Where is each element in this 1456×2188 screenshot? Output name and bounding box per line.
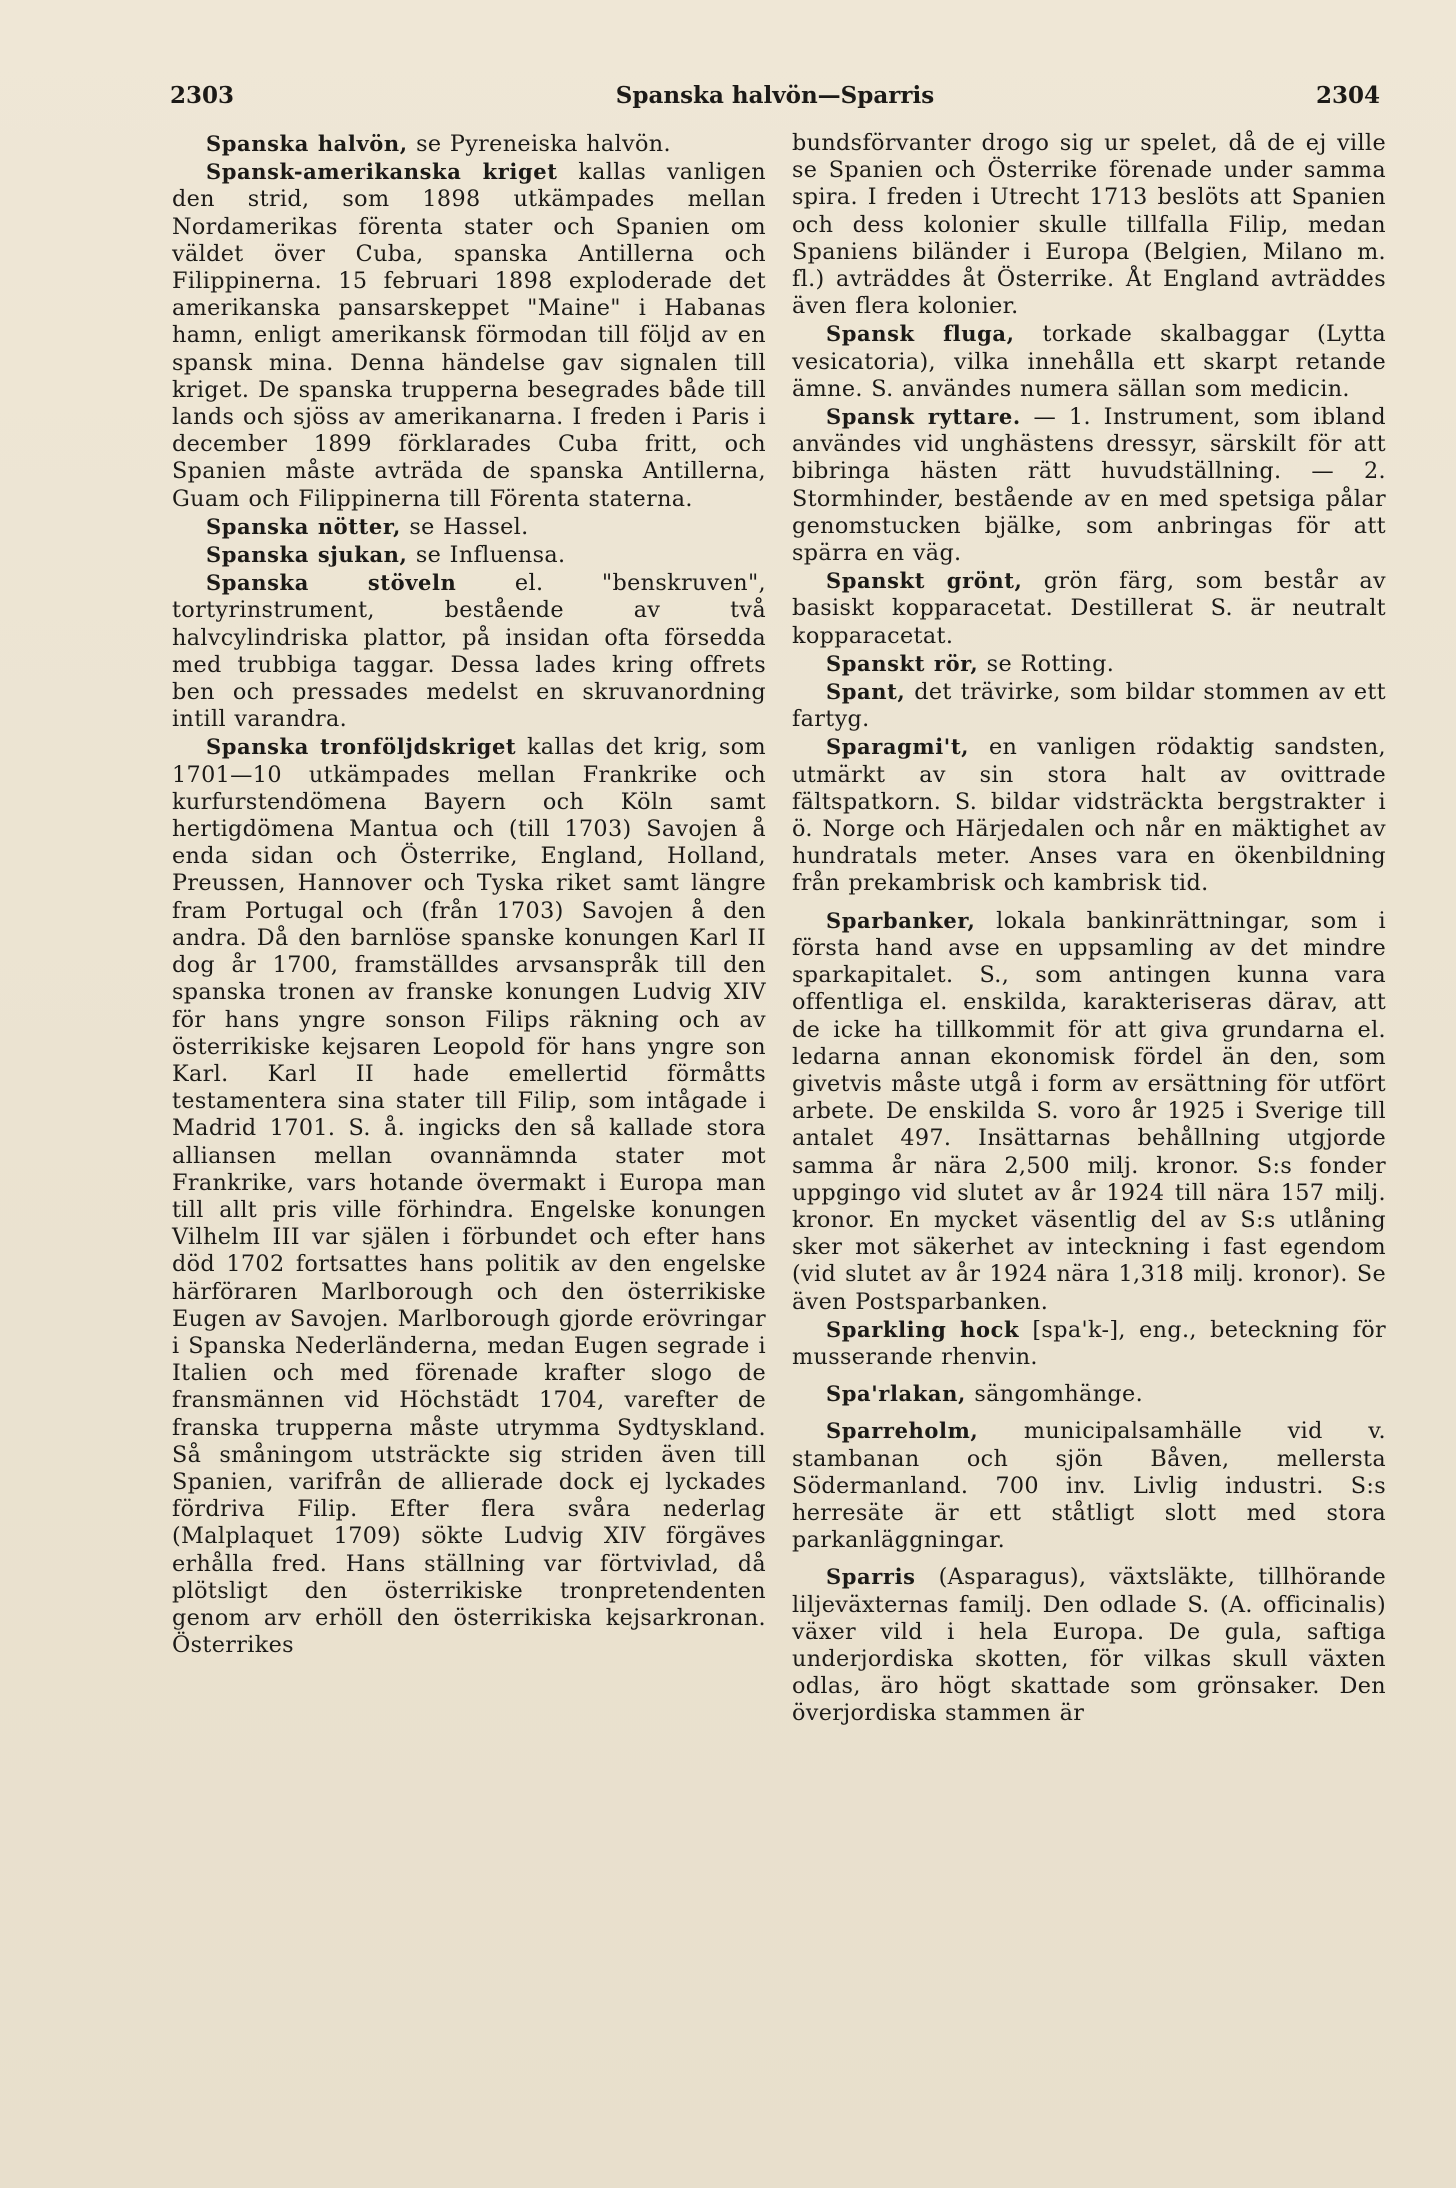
entry-text: se Influensa. <box>407 542 566 569</box>
entry-spanska-notter <box>172 513 766 541</box>
entry-sparkling-hock <box>792 1316 1386 1371</box>
entry-sparreholm <box>792 1417 1386 1554</box>
left-column <box>172 130 766 1659</box>
entry-text: el. "benskruven", tortyrinstrument, bestående av två halvcylindriska plattor, på insidan ofta försedda med trubbiga taggar. Dessa lades kring offrets ben och pressades medelst en skruvanordning intill varandra. <box>172 570 766 733</box>
entry-spanska-tronfoljdskriget <box>172 733 766 1659</box>
entry-text: torkade skalbaggar (Lytta vesicatoria), vilka innehålla ett skarpt retande ämne. S. användes numera sällan som medicin. <box>792 321 1386 402</box>
entry-headword: Spanskt rör, <box>826 650 979 676</box>
entry-spanska-halvon <box>172 130 766 158</box>
entry-headword: Spanska tronföljdskriget <box>206 734 517 760</box>
entry-spansk-ryttare <box>792 403 1386 567</box>
entry-continuation <box>792 130 1386 320</box>
page-number-right: 2304 <box>1315 82 1380 109</box>
entry-text: kallas det krig, som 1701—10 utkämpades mellan Frankrike och kurfurstendömena Bayern och Köln samt hertigdömena Mantua och (till 1703) Savojen å enda sidan och Österrike, England, Holland, Preussen, Hannover och Tyska riket samt längre fram Portugal och (från 1703) Savojen å den andra. Då den barnlöse spanske konungen Karl II dog år 1700, framställdes arvsanspråk till den spanska tronen av franske konungen Ludvig XIV för hans yngre sonson Filips räkning och av österrikiske kejsaren Leopold för hans yngre son Karl. Karl II hade emellertid förmåtts testamentera sina stater till Filip, som intågade i Madrid 1701. S. å. ingicks den så kallade stora alliansen mellan ovannämnda stater mot Frankrike, vars hotande övermakt i Europa man till allt pris ville förhindra. Engelske konungen Vilhelm III var själen i förbundet och efter hans död 1702 fortsattes hans politik av den engelske härföraren Marlborough och den österrikiske Eugen av Savojen. Marlborough gjorde erövringar i Spanska Nederländerna, medan Eugen segrade i Italien och med förenade krafter slogo de fransmännen vid Höchstädt 1704, varefter de franska trupperna måste utrymma Sydtyskland. Så småningom utsträckte sig striden även till Spanien, varifrån de allierade dock ej lyckades fördriva Filip. Efter flera svåra nederlag (Malplaquet 1709) sökte Ludvig XIV förgäves erhålla fred. Hans ställning var förtvivlad, då plötsligt den österrikiske tronpretendenten genom arv erhöll den österrikiska kejsarkronan. Österrikes <box>172 734 766 1659</box>
entry-sparris <box>792 1563 1386 1727</box>
entry-text: [spa'k-], eng., beteckning för musserande rhenvin. <box>792 1316 1386 1370</box>
entry-text: se Pyreneiska halvön. <box>407 131 671 157</box>
entry-text: (Asparagus), växtsläkte, tillhörande liljeväxternas familj. Den odlade S. (A. officinalis) växer vild i hela Europa. De gula, saftiga underjordiska skotten, för vilkas skull växten odlas, äro högt skattade som grönsaker. Den överjordiska stammen är <box>792 1564 1386 1727</box>
entry-sparagmit <box>792 733 1386 897</box>
entry-headword: Spanskt grönt, <box>826 568 1023 594</box>
entry-sparlakan <box>792 1380 1386 1408</box>
right-column <box>792 130 1386 1728</box>
entry-spant <box>792 678 1386 733</box>
entry-text: en vanligen rödaktig sandsten, utmärkt av sin stora halt av ovittrade fältspatkorn. S. bildar vidsträckta bergstrakter i ö. Norge och Härjedalen och når en mäktighet av hundratals meter. Anses vara en ökenbildning från prekambrisk och kambrisk tid. <box>792 734 1386 897</box>
entry-headword: Spant, <box>826 679 906 705</box>
entry-text: bundsförvanter drogo sig ur spelet, då de ej ville se Spanien och Österrike förenade under samma spira. I freden i Utrecht 1713 beslöts att Spanien och dess kolonier skulle tillfalla Filip, medan Spaniens biländer i Europa (Belgien, Milano m. fl.) avträddes åt Österrike. Åt England avträddes även flera kolonier. <box>792 130 1386 320</box>
entry-headword: Sparreholm, <box>826 1418 979 1444</box>
entry-headword: Spanska nötter, <box>206 513 401 539</box>
entry-text: lokala bankinrättningar, som i första hand avse en uppsamling av det mindre sparkapitalet. S., som antingen kunna vara offentliga el. enskilda, karakteriseras därav, att de icke ha tillkommit för att giva grundarna el. ledarna annan ekonomisk fördel än den, som givetvis måste utgå i form av ersättning för utfört arbete. De enskilda S. voro år 1925 i Sverige till antalet 497. Insättarnas behållning utgjorde samma år nära 2,500 milj. kronor. S:s fonder uppgingo vid slutet av år 1924 till nära 157 milj. kronor. En mycket väsentlig del av S:s utlåning sker mot säkerhet av inteckning i fast egendom (vid slutet av år 1924 nära 1,318 milj. kronor). Se även Postsparbanken. <box>792 907 1386 1315</box>
entry-text: sängomhänge. <box>965 1381 1144 1408</box>
entry-text: kallas vanligen den strid, som 1898 utkämpades mellan Nordamerikas förenta stater och Spanien om väldet över Cuba, spanska Antillerna och Filippinerna. 15 februari 1898 exploderade det amerikanska pansarskeppet "Maine" i Habanas hamn, enligt amerikansk förmodan till följd av en spansk mina. Denna händelse gav signalen till kriget. De spanska trupperna besegrades både till lands och sjöss av amerikanarna. I freden i Paris i december 1899 förklarades Cuba fritt, och Spanien måste avträda de spanska Antillerna, Guam och Filippinerna till Förenta staterna. <box>172 159 767 512</box>
entry-spanskt-gront <box>792 567 1386 650</box>
entry-headword: Spa'rlakan, <box>826 1381 966 1407</box>
entry-headword: Spansk-amerikanska kriget <box>206 159 558 185</box>
entry-text: se Rotting. <box>978 650 1115 677</box>
entry-text: det trävirke, som bildar stommen av ett fartyg. <box>792 679 1386 733</box>
entry-spanskt-ror <box>792 650 1386 678</box>
entry-headword: Sparris <box>826 1564 916 1590</box>
entry-headword: Spansk ryttare. <box>826 404 1021 430</box>
entry-spanska-stoveln <box>172 569 766 733</box>
entry-headword: Spanska halvön, <box>206 131 408 156</box>
entry-headword: Sparbanker, <box>826 907 976 933</box>
entry-text: — 1. Instrument, som ibland användes vid unghästens dressyr, särskilt för att bibringa hästen rätt huvudställning. — 2. Stormhinder, bestående av en med spetsiga pålar genomstucken bjälke, som anbringas för att spärra en väg. <box>792 404 1386 567</box>
page-header <box>170 82 1380 118</box>
entry-spansk-amerikanska-kriget <box>172 158 766 513</box>
entry-sparbanker <box>792 907 1386 1316</box>
entry-spansk-fluga <box>792 320 1386 403</box>
entry-headword: Sparagmi't, <box>826 734 970 760</box>
entry-text: grön färg, som består av basiskt kopparacetat. Destillerat S. är neutralt kopparacetat. <box>792 568 1386 649</box>
entry-text: se Hassel. <box>400 513 529 540</box>
page-number-left: 2303 <box>170 82 235 109</box>
entry-headword: Spanska sjukan, <box>206 542 408 568</box>
entry-headword: Spanska stöveln <box>206 570 457 596</box>
running-title: Spanska halvön—Sparris <box>615 82 935 109</box>
entry-headword: Sparkling hock <box>826 1316 1020 1342</box>
entry-spanska-sjukan <box>172 541 766 569</box>
entry-headword: Spansk fluga, <box>826 321 1015 347</box>
entry-text: municipalsamhälle vid v. stambanan och sjön Båven, mellersta Södermanland. 700 inv. Livlig industri. S:s herresäte är ett ståtligt slott med stora parkanläggningar. <box>792 1418 1386 1554</box>
